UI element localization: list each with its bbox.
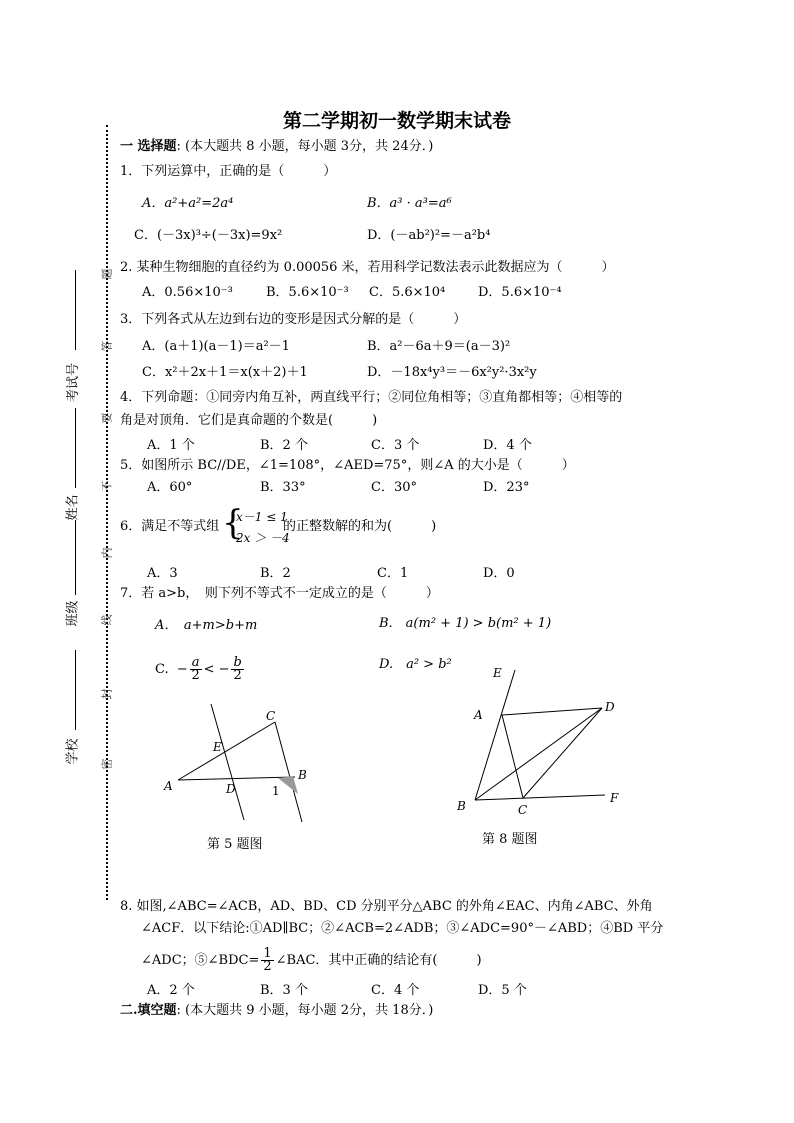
q6-suffix: 的正整数解的和为( )	[283, 519, 437, 534]
q6-option-d: D．0	[483, 566, 515, 581]
fig8-line-bf	[475, 795, 605, 800]
seal-char: 题	[100, 268, 114, 280]
class-blank	[75, 520, 76, 595]
fig5-angle-1-mark	[278, 776, 298, 794]
fig8-segment-ac	[502, 715, 523, 798]
q6-inequality-2: 2x ＞ －4	[236, 531, 290, 545]
q8-line1: 8. 如图,∠ABC=∠ACB，AD、BD、CD 分别平分△ABC 的外角∠EAC、内角∠ABC、外角	[120, 899, 653, 914]
fig8-label-a: A	[474, 708, 483, 722]
fig5-segment-ab	[178, 777, 295, 780]
exam-no-blank	[75, 270, 76, 350]
q8-option-a: A．2 个	[147, 983, 195, 998]
fig5-segment-ac	[178, 722, 275, 780]
fig5-caption: 第 5 题图	[207, 837, 263, 852]
page-title: 第二学期初一数学期末试卷	[282, 110, 511, 132]
section2-header: 二.填空题: (本大题共 9 小题，每小题 2分，共 18分．)	[120, 1003, 434, 1018]
figure-8	[465, 665, 615, 810]
q4-stem-line2: 角是对顶角．它们是真命题的个数是( )	[120, 413, 378, 428]
q1-stem: 1．下列运算中，正确的是（ ）	[120, 164, 337, 179]
q1-option-d: D．(－ab²)²=－a²b⁴	[367, 228, 491, 243]
name-label: 姓名	[65, 494, 81, 521]
q8-line2: ∠ACF．以下结论:①AD∥BC；②∠ACB=2∠ADB；③∠ADC=90°－∠ABD；④BD 平分	[141, 921, 664, 936]
fig5-line-ed	[211, 704, 244, 820]
fig8-caption: 第 8 题图	[482, 832, 538, 847]
seal-char: 内	[100, 547, 114, 559]
section1-header: 一 选择题: (本大题共 8 小题，每小题 3分，共 24分．)	[120, 139, 434, 154]
q5-stem: 5．如图所示 BC//DE，∠1=108°，∠AED=75°，则∠A 的大小是（ ）	[120, 458, 575, 473]
q1-option-b: B．a³ · a³=a⁶	[367, 196, 452, 211]
fig5-label-c: C	[266, 709, 276, 723]
q6-option-c: C．1	[377, 566, 409, 581]
q6-inequality-1: x－1 ≤ 1	[236, 510, 288, 524]
seal-char: 密	[100, 758, 114, 770]
school-label: 学校	[65, 738, 81, 765]
q6-prefix: 6．满足不等式组	[120, 519, 220, 534]
fig5-label-1: 1	[272, 784, 280, 798]
fig5-label-d: D	[226, 782, 236, 796]
school-blank	[75, 650, 76, 730]
fig8-label-f: F	[610, 791, 619, 805]
fig8-segment-ad	[502, 708, 602, 715]
q3-option-a: A．(a＋1)(a－1)＝a²－1	[142, 339, 290, 354]
fig5-label-e: E	[213, 740, 222, 754]
q8-option-d: D．5 个	[478, 983, 527, 998]
figure-5	[160, 700, 320, 825]
q4-option-c: C．3 个	[371, 438, 420, 453]
q2-option-a: A．0.56×10⁻³	[142, 285, 233, 300]
q8-option-b: B．3 个	[260, 983, 308, 998]
q5-option-c: C．30°	[371, 480, 417, 495]
fig8-line-eb	[475, 670, 515, 800]
fig8-label-e: E	[493, 666, 502, 680]
class-label: 班级	[65, 600, 81, 627]
fig8-label-c: C	[518, 803, 528, 817]
fig5-label-b: B	[298, 768, 307, 782]
q7-option-b: B. a(m² + 1) > b(m² + 1)	[379, 616, 552, 631]
fig5-label-a: A	[164, 779, 173, 793]
q1-option-c: C．(－3x)³÷(－3x)=9x²	[134, 228, 283, 243]
q7-stem: 7．若 a>b， 则下列不等式不一定成立的是（ ）	[120, 586, 439, 601]
seal-char: 线	[100, 614, 114, 626]
q3-option-d: D．－18x⁴y³＝－6x²y²·3x²y	[367, 365, 537, 380]
q6-brace: {	[222, 503, 244, 543]
q3-stem: 3．下列各式从左边到右边的变形是因式分解的是（ ）	[120, 312, 467, 327]
seal-char: 封	[100, 688, 114, 700]
q7-option-a: A． a+m>b+m	[155, 618, 258, 633]
q2-option-b: B．5.6×10⁻³	[266, 285, 349, 300]
q2-option-d: D．5.6×10⁻⁴	[478, 285, 562, 300]
q5-option-a: A．60°	[147, 480, 193, 495]
q8-line3: ∠ADC；⑤∠BDC= $\frac{1}{2}$ ∠BAC．其中正确的结论有( )	[141, 946, 482, 974]
seal-char: 要	[100, 412, 114, 424]
q7-option-c: C. − $\frac{a}{2}$ < − $\frac{b}{2}$	[155, 655, 242, 683]
fig8-segment-cd	[523, 708, 602, 798]
q3-option-c: C．x²＋2x＋1＝x(x＋2)＋1	[142, 365, 308, 380]
q4-option-b: B．2 个	[260, 438, 308, 453]
q2-stem: 2. 某种生物细胞的直径约为 0.00056 米，若用科学记数法表示此数据应为（ ）	[120, 260, 615, 275]
q6-option-b: B．2	[260, 566, 291, 581]
q5-option-b: B．33°	[260, 480, 306, 495]
q6-option-a: A．3	[147, 566, 178, 581]
binding-dotted-line	[106, 125, 108, 900]
seal-char: 不	[100, 480, 114, 492]
q1-option-a: A．a²+a²=2a⁴	[142, 196, 234, 211]
q8-option-c: C．4 个	[371, 983, 420, 998]
name-blank	[75, 408, 76, 488]
exam-no-label: 考试号	[66, 362, 82, 403]
q5-option-d: D．23°	[483, 480, 530, 495]
q2-option-c: C．5.6×10⁴	[369, 285, 446, 300]
seal-char: 答	[100, 340, 114, 352]
fig8-label-b: B	[457, 799, 466, 813]
q4-option-a: A．1 个	[147, 438, 195, 453]
fig8-label-d: D	[605, 700, 615, 714]
fig8-segment-bd	[475, 708, 602, 800]
q7-option-d: D. a² > b²	[379, 657, 452, 672]
q4-option-d: D．4 个	[483, 438, 532, 453]
q4-stem-line1: 4．下列命题：①同旁内角互补，两直线平行；②同位角相等；③直角都相等；④相等的	[120, 390, 623, 405]
q3-option-b: B．a²－6a＋9＝(a－3)²	[367, 339, 511, 354]
